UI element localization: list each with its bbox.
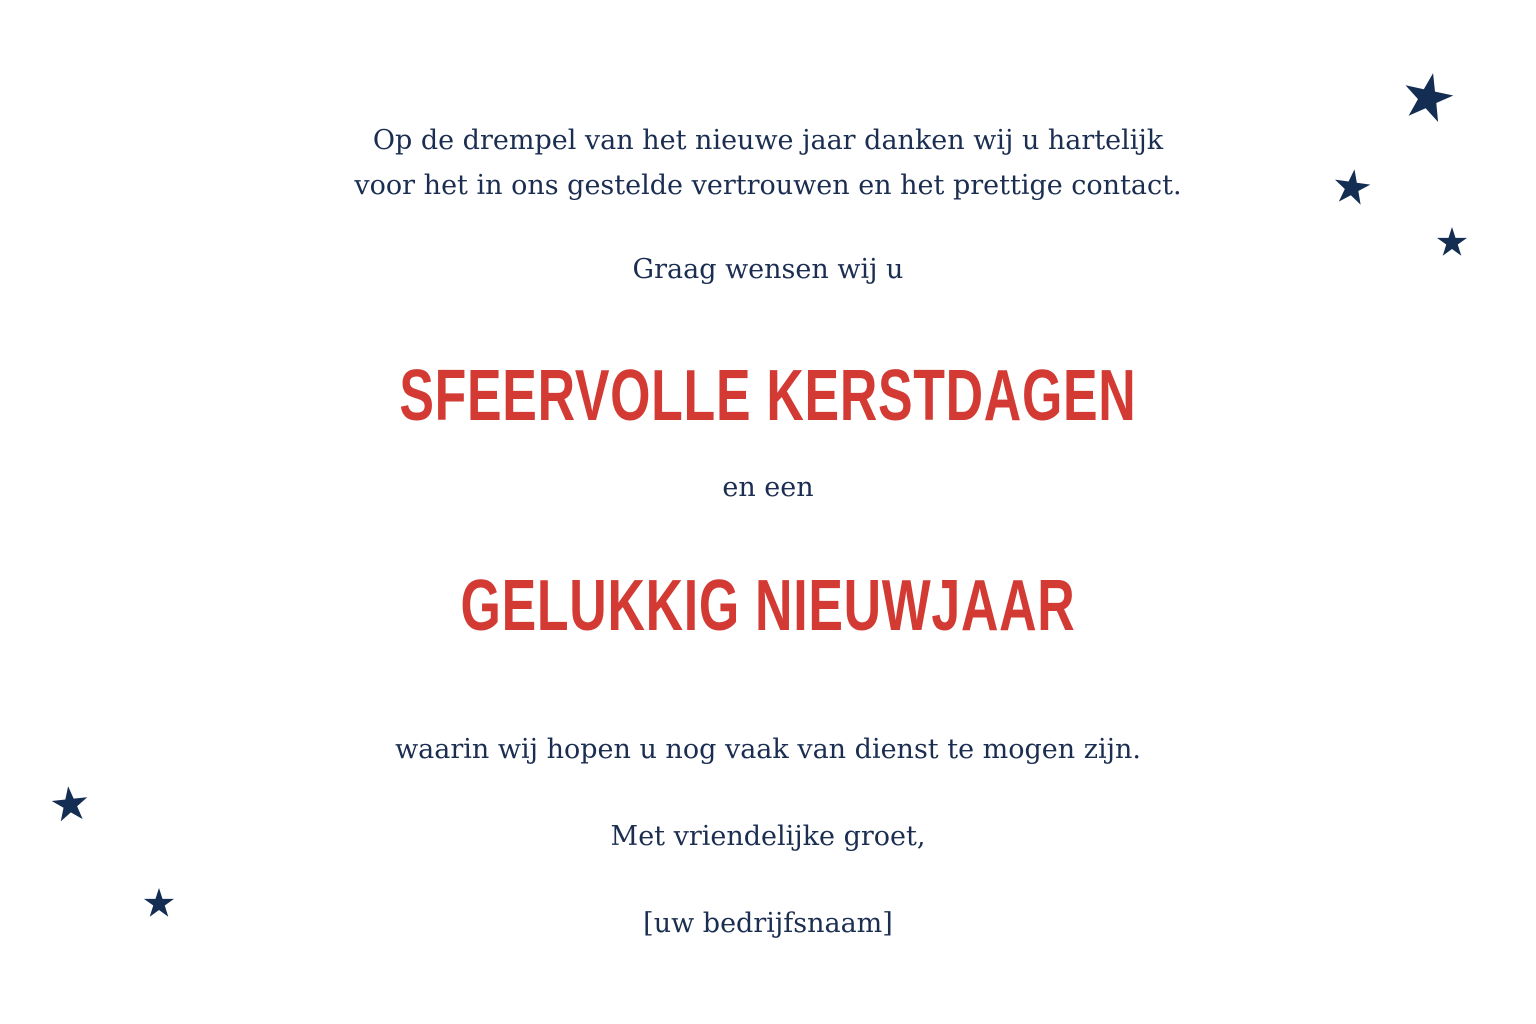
intro-line-1: Op de drempel van het nieuwe jaar danken wij u hartelijk: [372, 125, 1164, 156]
star-icon: [51, 785, 89, 823]
star-icon: [143, 887, 175, 919]
headline-new-year-text: GELUKKIG NIEUWJAAR: [460, 566, 1076, 646]
greeting-text: Met vriendelijke groet,: [610, 821, 926, 852]
star-icon: [1402, 71, 1454, 123]
closing-line: waarin wij hopen u nog vaak van dienst te mogen zijn.: [395, 734, 1141, 765]
star-icon: [1333, 168, 1371, 206]
headline-christmas: [0, 356, 1536, 436]
headline-new-year: [0, 566, 1536, 646]
headline-christmas-text: SFEERVOLLE KERSTDAGEN: [399, 356, 1137, 436]
wish-intro: Graag wensen wij u: [632, 254, 904, 285]
intro-text: [0, 118, 1536, 208]
company-signature: [uw bedrijfsnaam]: [643, 908, 893, 939]
star-icon: [1436, 226, 1468, 258]
connector-text: en een: [722, 472, 814, 503]
intro-line-2: voor het in ons gestelde vertrouwen en het prettige contact.: [354, 170, 1182, 201]
